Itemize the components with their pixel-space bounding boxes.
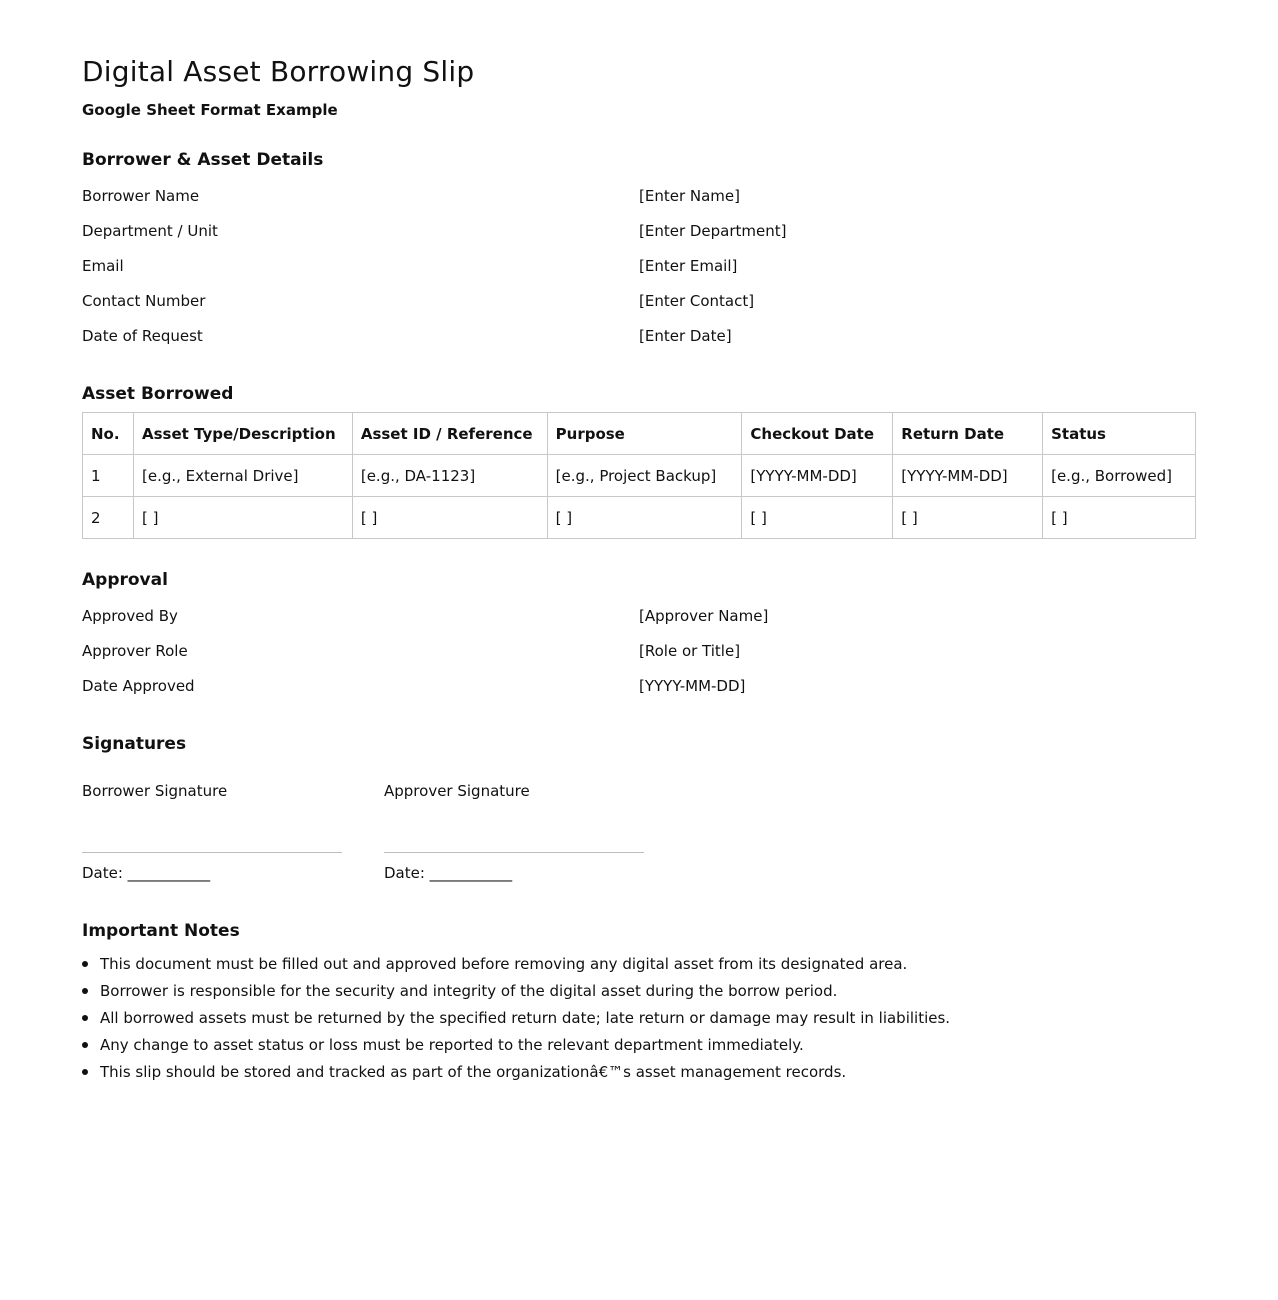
borrower-signature-block	[82, 781, 342, 883]
table-cell[interactable]: 1	[83, 455, 134, 497]
page-subtitle: Google Sheet Format Example	[82, 101, 338, 119]
detail-row-contact	[82, 291, 1196, 326]
approval-label: Date Approved	[82, 677, 195, 695]
detail-row-department	[82, 221, 1196, 256]
detail-label: Date of Request	[82, 327, 203, 345]
detail-value[interactable]: [Enter Name]	[639, 187, 740, 205]
borrower-signature-label: Borrower Signature	[82, 782, 228, 800]
table-cell[interactable]: 2	[83, 497, 134, 539]
borrower-signature-date[interactable]: Date: ___________	[82, 864, 211, 882]
borrower-signature-line[interactable]	[82, 852, 342, 853]
table-cell[interactable]: [ ]	[547, 497, 742, 539]
table-cell[interactable]: [e.g., External Drive]	[133, 455, 352, 497]
detail-value[interactable]: [Enter Date]	[639, 327, 732, 345]
borrower-details	[82, 186, 1196, 361]
table-cell[interactable]: [YYYY-MM-DD]	[742, 455, 893, 497]
column-header-purpose: Purpose	[547, 413, 742, 455]
list-item	[82, 954, 950, 981]
detail-label: Contact Number	[82, 292, 206, 310]
column-header-return-date: Return Date	[893, 413, 1043, 455]
assets-section-heading: Asset Borrowed	[82, 384, 234, 404]
list-item	[82, 981, 950, 1008]
table-cell[interactable]: [e.g., Borrowed]	[1043, 455, 1196, 497]
detail-row-email	[82, 256, 1196, 291]
note-text: This document must be filled out and approved before removing any digital asset from its designated area.	[100, 955, 908, 973]
column-header-asset-id: Asset ID / Reference	[352, 413, 547, 455]
approver-signature-date[interactable]: Date: ___________	[384, 864, 513, 882]
approval-row-approved-by	[82, 606, 1196, 641]
bullet-icon	[82, 961, 88, 967]
detail-label: Borrower Name	[82, 187, 200, 205]
detail-label: Email	[82, 257, 124, 275]
bullet-icon	[82, 1069, 88, 1075]
approval-row-date	[82, 676, 1196, 711]
note-text: Borrower is responsible for the security and integrity of the digital asset during the borrow period.	[100, 982, 838, 1000]
approval-section-heading: Approval	[82, 570, 168, 590]
approval-value[interactable]: [YYYY-MM-DD]	[639, 677, 746, 695]
table-cell[interactable]: [ ]	[133, 497, 352, 539]
table-cell[interactable]: [e.g., Project Backup]	[547, 455, 742, 497]
approval-row-role	[82, 641, 1196, 676]
approver-signature-block	[384, 781, 644, 883]
table-row	[83, 455, 1196, 497]
note-text: All borrowed assets must be returned by the specified return date; late return or damage may result in liabilities.	[100, 1009, 951, 1027]
list-item	[82, 1035, 950, 1062]
detail-row-borrower-name	[82, 186, 1196, 221]
table-cell[interactable]: [ ]	[893, 497, 1043, 539]
detail-value[interactable]: [Enter Department]	[639, 222, 787, 240]
signatures-section-heading: Signatures	[82, 734, 187, 754]
approval-value[interactable]: [Role or Title]	[639, 642, 741, 660]
detail-value[interactable]: [Enter Email]	[639, 257, 738, 275]
bullet-icon	[82, 1015, 88, 1021]
bullet-icon	[82, 1042, 88, 1048]
bullet-icon	[82, 988, 88, 994]
approval-label: Approved By	[82, 607, 178, 625]
assets-table	[82, 412, 1196, 539]
list-item	[82, 1008, 950, 1035]
table-row	[83, 497, 1196, 539]
note-text: This slip should be stored and tracked as part of the organizationâ€™s asset management records.	[100, 1063, 847, 1081]
approver-signature-line[interactable]	[384, 852, 644, 853]
page-title: Digital Asset Borrowing Slip	[82, 55, 475, 88]
column-header-status: Status	[1043, 413, 1196, 455]
borrower-section-heading: Borrower & Asset Details	[82, 150, 324, 170]
list-item	[82, 1062, 950, 1089]
table-cell[interactable]: [e.g., DA-1123]	[352, 455, 547, 497]
notes-section-heading: Important Notes	[82, 921, 240, 941]
approval-label: Approver Role	[82, 642, 188, 660]
approval-value[interactable]: [Approver Name]	[639, 607, 769, 625]
table-cell[interactable]: [YYYY-MM-DD]	[893, 455, 1043, 497]
detail-label: Department / Unit	[82, 222, 218, 240]
detail-row-request-date	[82, 326, 1196, 361]
notes-list	[82, 954, 950, 1089]
table-cell[interactable]: [ ]	[352, 497, 547, 539]
table-header-row	[83, 413, 1196, 455]
table-cell[interactable]: [ ]	[1043, 497, 1196, 539]
approver-signature-label: Approver Signature	[384, 782, 530, 800]
note-text: Any change to asset status or loss must be reported to the relevant department immediately.	[100, 1036, 804, 1054]
detail-value[interactable]: [Enter Contact]	[639, 292, 755, 310]
column-header-no: No.	[83, 413, 134, 455]
column-header-asset-type: Asset Type/Description	[133, 413, 352, 455]
approval-details	[82, 606, 1196, 711]
column-header-checkout-date: Checkout Date	[742, 413, 893, 455]
table-cell[interactable]: [ ]	[742, 497, 893, 539]
